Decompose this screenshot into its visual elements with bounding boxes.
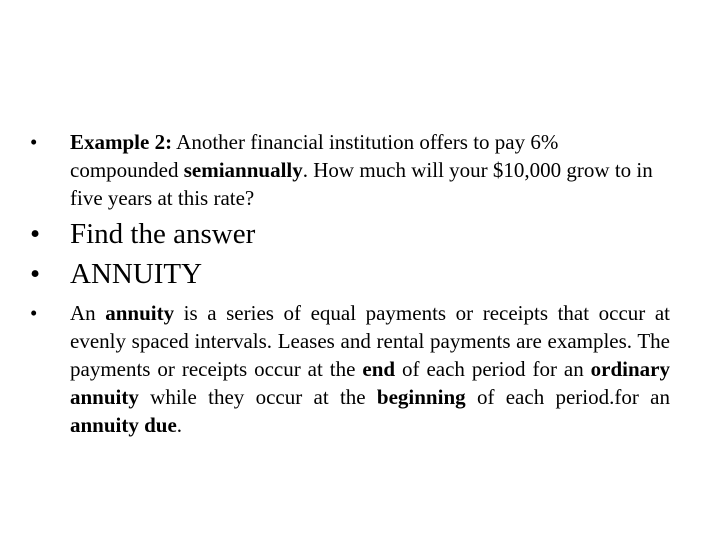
example-emphasis-semiannually: semiannually [183, 158, 303, 182]
annuity-due-emphasis: annuity due [70, 413, 177, 437]
bullet-annuity-definition [30, 299, 670, 439]
example-label: Example 2: [70, 130, 173, 154]
annuity-def-text: of each period.for an [465, 385, 670, 409]
bullet-find-answer [30, 216, 670, 252]
annuity-emphasis: annuity [105, 301, 175, 325]
beginning-emphasis: beginning [376, 385, 466, 409]
bullet-dot: • [30, 301, 38, 325]
bullet-dot: • [30, 130, 38, 154]
bullet-dot: • [30, 218, 41, 250]
end-emphasis: end [362, 357, 396, 381]
example-text-question: . How much will your $10,000 grow to in five years at this rate? [70, 158, 653, 210]
annuity-def-text: An [70, 301, 106, 325]
bullet-example-2 [30, 128, 670, 212]
annuity-def-text: is a series of equal payments or receipts that occur at evenly spaced intervals. Leases and rental payments are examples. The payments or receipts occur at the [70, 301, 670, 381]
find-answer-text: Find the answer [70, 218, 256, 250]
annuity-def-text: . [176, 413, 183, 437]
annuity-def-text: of each period for an [395, 357, 591, 381]
bullet-dot: • [30, 258, 41, 290]
example-text: Another financial institution offers to pay 6% compounded [70, 130, 559, 182]
annuity-def-text: while they occur at the [138, 385, 377, 409]
annuity-heading-text: ANNUITY [70, 258, 203, 290]
bullet-annuity-heading [30, 256, 670, 292]
ordinary-annuity-emphasis: ordinary annuity [70, 357, 670, 409]
